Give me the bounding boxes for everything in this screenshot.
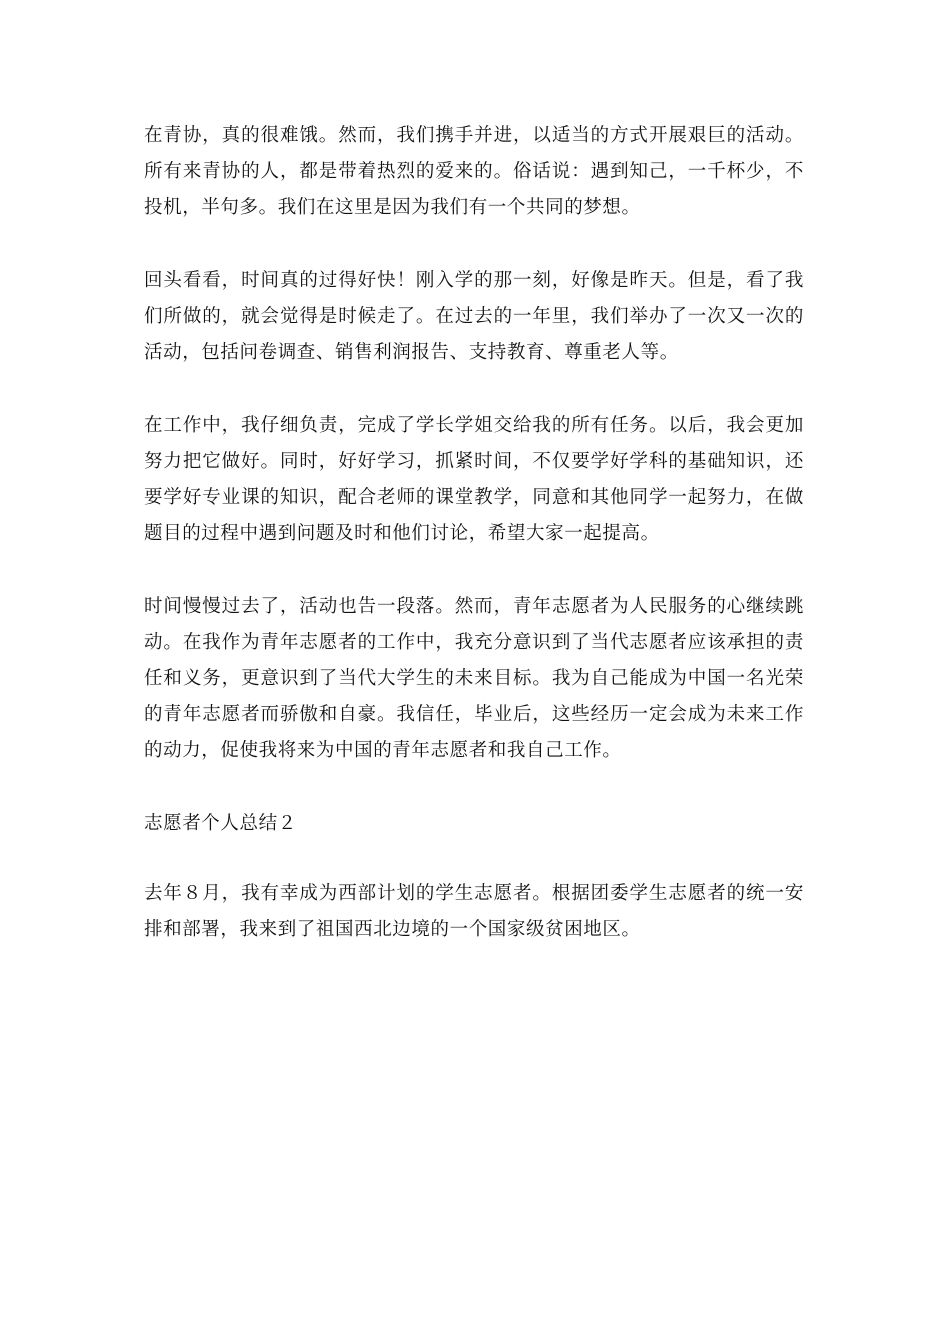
paragraph-4: 时间慢慢过去了，活动也告一段落。然而，青年志愿者为人民服务的心继续跳动。在我作为青年志愿者的工作中，我充分意识到了当代志愿者应该承担的责任和义务，更意识到了当代大学生的未来目标。我为自己能成为中国一名光荣的青年志愿者而骄傲和自豪。我信任，毕业后，这些经历一定会成为未来工作的动力，促使我将来为中国的青年志愿者和我自己工作。 bbox=[144, 596, 804, 761]
document-page bbox=[144, 118, 804, 985]
section-heading: 志愿者个人总结２ bbox=[144, 813, 297, 834]
paragraph-5: 去年８月，我有幸成为西部计划的学生志愿者。根据团委学生志愿者的统一安排和部署，我来到了祖国西北边境的一个国家级贫困地区。 bbox=[144, 883, 804, 940]
paragraph-1: 在青协，真的很难饿。然而，我们携手并进，以适当的方式开展艰巨的活动。所有来青协的人，都是带着热烈的爱来的。俗话说：遇到知己，一千杯少，不投机，半句多。我们在这里是因为我们有一个共同的梦想。 bbox=[144, 125, 804, 218]
paragraph-2: 回头看看，时间真的过得好快！刚入学的那一刻，好像是昨天。但是，看了我们所做的，就会觉得是时候走了。在过去的一年里，我们举办了一次又一次的活动，包括问卷调查、销售利润报告、支持教育、尊重老人等。 bbox=[144, 270, 804, 363]
paragraph-3: 在工作中，我仔细负责，完成了学长学姐交给我的所有任务。以后，我会更加努力把它做好。同时，好好学习，抓紧时间，不仅要学好学科的基础知识，还要学好专业课的知识，配合老师的课堂教学，同意和其他同学一起努力，在做题目的过程中遇到问题及时和他们讨论，希望大家一起提高。 bbox=[144, 415, 804, 544]
